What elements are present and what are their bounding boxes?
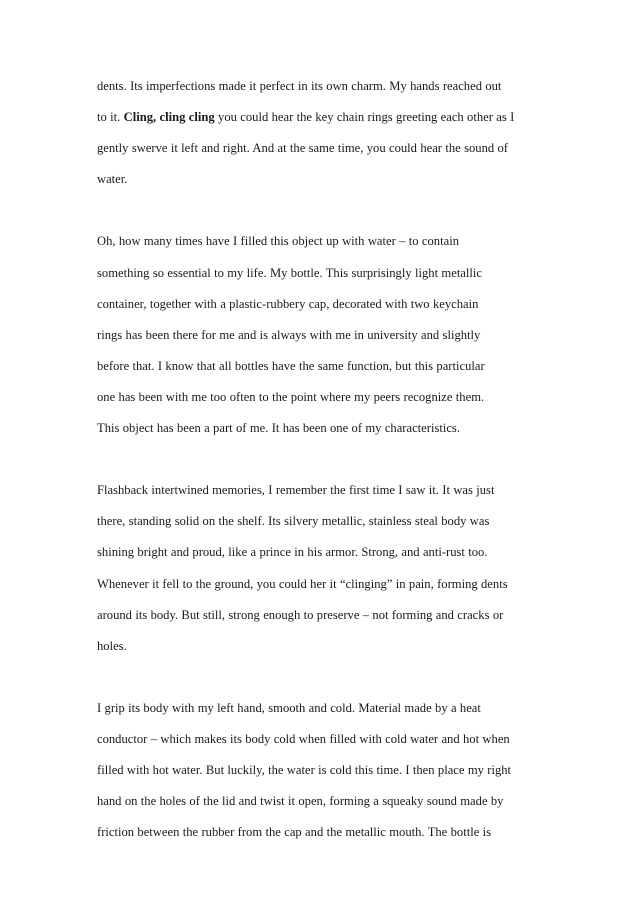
text-line: shining bright and proud, like a prince in his armor. Strong, and anti-rust too. xyxy=(97,545,488,560)
text-line: container, together with a plastic-rubbery cap, decorated with two keychain xyxy=(97,296,479,311)
text-line: Flashback intertwined memories, I remember the first time I saw it. It was just xyxy=(97,483,495,498)
paragraph-4 xyxy=(97,693,557,848)
text-line: filled with hot water. But luckily, the water is cold this time. I then place my right xyxy=(97,763,512,778)
text-line: friction between the rubber from the cap and the metallic mouth. The bottle is xyxy=(97,825,492,840)
document-page xyxy=(97,71,557,848)
text-line: one has been with me too often to the point where my peers recognize them. xyxy=(97,389,485,404)
text-segment: to it. xyxy=(97,110,124,125)
text-line: This object has been a part of me. It has been one of my characteristics. xyxy=(97,421,460,436)
text-line: I grip its body with my left hand, smooth and cold. Material made by a heat xyxy=(97,700,481,715)
paragraph-spacer xyxy=(97,195,557,226)
text-line: rings has been there for me and is always with me in university and slightly xyxy=(97,327,481,342)
text-line: gently swerve it left and right. And at the same time, you could hear the sound of xyxy=(97,141,508,156)
text-line: water. xyxy=(97,172,128,187)
text-line: dents. Its imperfections made it perfect in its own charm. My hands reached out xyxy=(97,79,502,93)
text-line: something so essential to my life. My bottle. This surprisingly light metallic xyxy=(97,265,482,280)
text-line: there, standing solid on the shelf. Its silvery metallic, stainless steal body was xyxy=(97,514,490,529)
text-segment: you could hear the key chain rings greeting each other as I xyxy=(214,110,515,125)
text-line: holes. xyxy=(97,638,127,653)
text-line xyxy=(97,102,557,133)
text-line: hand on the holes of the lid and twist it open, forming a squeaky sound made by xyxy=(97,794,504,809)
paragraph-spacer xyxy=(97,444,557,475)
text-line: conductor – which makes its body cold when filled with cold water and hot when xyxy=(97,731,510,746)
text-line: Oh, how many times have I filled this object up with water – to contain xyxy=(97,234,459,249)
text-line: before that. I know that all bottles have the same function, but this particular xyxy=(97,358,485,373)
paragraph-spacer xyxy=(97,662,557,693)
paragraph-3 xyxy=(97,475,557,662)
text-line: around its body. But still, strong enough to preserve – not forming and cracks or xyxy=(97,607,504,622)
text-line: Whenever it fell to the ground, you could her it “clinging” in pain, forming dents xyxy=(97,576,508,591)
paragraph-1 xyxy=(97,71,557,195)
bold-onomatopoeia: Cling, cling cling xyxy=(123,110,215,125)
paragraph-2 xyxy=(97,226,557,444)
